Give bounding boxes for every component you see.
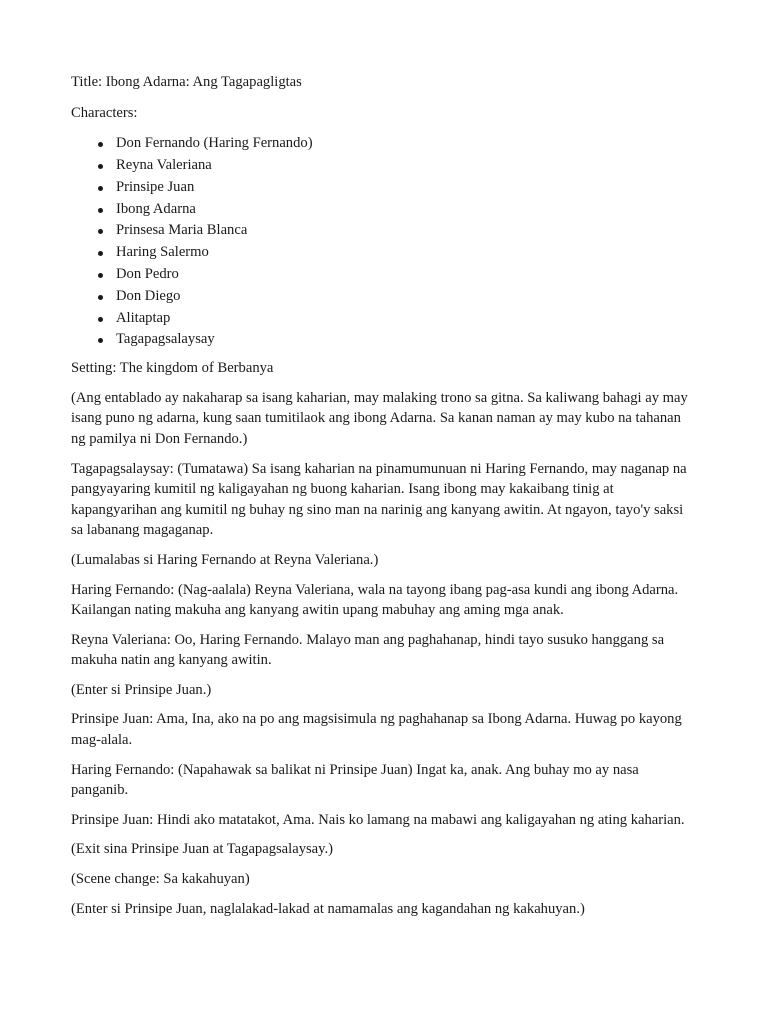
list-item bbox=[71, 308, 696, 330]
character-name: Prinsipe Juan bbox=[116, 178, 195, 195]
bullet-icon bbox=[98, 208, 103, 213]
dialogue-line: Prinsipe Juan: Hindi ako matatakot, Ama. Nais ko lamang na mabawi ang kaligayahan ng ating kaharian. bbox=[71, 811, 685, 828]
scene-change: (Scene change: Sa kakahuyan) bbox=[71, 871, 250, 888]
list-item bbox=[71, 220, 696, 242]
character-name: Reyna Valeriana bbox=[116, 156, 212, 173]
list-item bbox=[71, 242, 696, 264]
character-name: Haring Salermo bbox=[116, 244, 209, 261]
stage-direction: (Ang entablado ay nakaharap sa isang kaharian, may malaking trono sa gitna. Sa kaliwang bahagi ay may isang puno ng adarna, kung saan tumitilaok ang ibong Adarna. Sa kanan naman ay may kubo na tahanan ng pamilya ni Don Fernando.) bbox=[71, 389, 688, 447]
character-name: Prinsesa Maria Blanca bbox=[116, 222, 248, 239]
bullet-icon bbox=[98, 273, 103, 278]
list-item bbox=[71, 133, 696, 155]
dialogue-line: Haring Fernando: (Nag-aalala) Reyna Valeriana, wala na tayong ibang pag-asa kundi ang ibong Adarna. Kailangan nating makuha ang kanyang awitin upang mabuhay ang aming mga anak. bbox=[71, 581, 679, 619]
character-name: Alitaptap bbox=[116, 309, 171, 326]
list-item bbox=[71, 199, 696, 221]
dialogue-line: Reyna Valeriana: Oo, Haring Fernando. Malayo man ang paghahanap, hindi tayo susuko hanggang sa makuha natin ang kanyang awitin. bbox=[71, 631, 665, 669]
character-name: Don Pedro bbox=[116, 265, 179, 282]
character-name: Ibong Adarna bbox=[116, 200, 196, 217]
dialogue-line: Haring Fernando: (Napahawak sa balikat ni Prinsipe Juan) Ingat ka, anak. Ang buhay mo ay nasa panganib. bbox=[71, 761, 639, 799]
list-item bbox=[71, 264, 696, 286]
bullet-icon bbox=[98, 142, 103, 147]
characters-heading: Characters: bbox=[71, 104, 138, 121]
stage-direction: (Enter si Prinsipe Juan.) bbox=[71, 681, 212, 698]
stage-direction: (Lumalabas si Haring Fernando at Reyna Valeriana.) bbox=[71, 551, 379, 568]
bullet-icon bbox=[98, 229, 103, 234]
list-item bbox=[71, 177, 696, 199]
bullet-icon bbox=[98, 317, 103, 322]
stage-direction: (Enter si Prinsipe Juan, naglalakad-lakad at namamalas ang kagandahan ng kakahuyan.) bbox=[71, 900, 585, 917]
character-name: Don Fernando (Haring Fernando) bbox=[116, 135, 313, 152]
list-item bbox=[71, 286, 696, 308]
dialogue-line: Prinsipe Juan: Ama, Ina, ako na po ang magsisimula ng paghahanap sa Ibong Adarna. Huwag po kayong mag-alala. bbox=[71, 711, 682, 749]
stage-direction: (Exit sina Prinsipe Juan at Tagapagsalaysay.) bbox=[71, 841, 334, 858]
dialogue-line: Tagapagsalaysay: (Tumatawa) Sa isang kaharian na pinamumunuan ni Haring Fernando, may naganap na pangyayaring kumitil ng kaligayahan ng buong kaharian. Isang ibong may kakaibang tinig at kapangyarihan ang kumitil ng buhay ng sino man na narinig ang kanyang awitin. At ngayon, tayo'y saksi sa labanang magaganap. bbox=[71, 460, 687, 539]
characters-list bbox=[71, 133, 696, 351]
bullet-icon bbox=[98, 164, 103, 169]
list-item bbox=[71, 155, 696, 177]
character-name: Tagapagsalaysay bbox=[116, 331, 215, 348]
bullet-icon bbox=[98, 338, 103, 343]
setting-line: Setting: The kingdom of Berbanya bbox=[71, 360, 274, 377]
bullet-icon bbox=[98, 251, 103, 256]
bullet-icon bbox=[98, 295, 103, 300]
list-item bbox=[71, 329, 696, 351]
title-line: Title: Ibong Adarna: Ang Tagapagligtas bbox=[71, 74, 302, 90]
character-name: Don Diego bbox=[116, 287, 181, 304]
bullet-icon bbox=[98, 186, 103, 191]
